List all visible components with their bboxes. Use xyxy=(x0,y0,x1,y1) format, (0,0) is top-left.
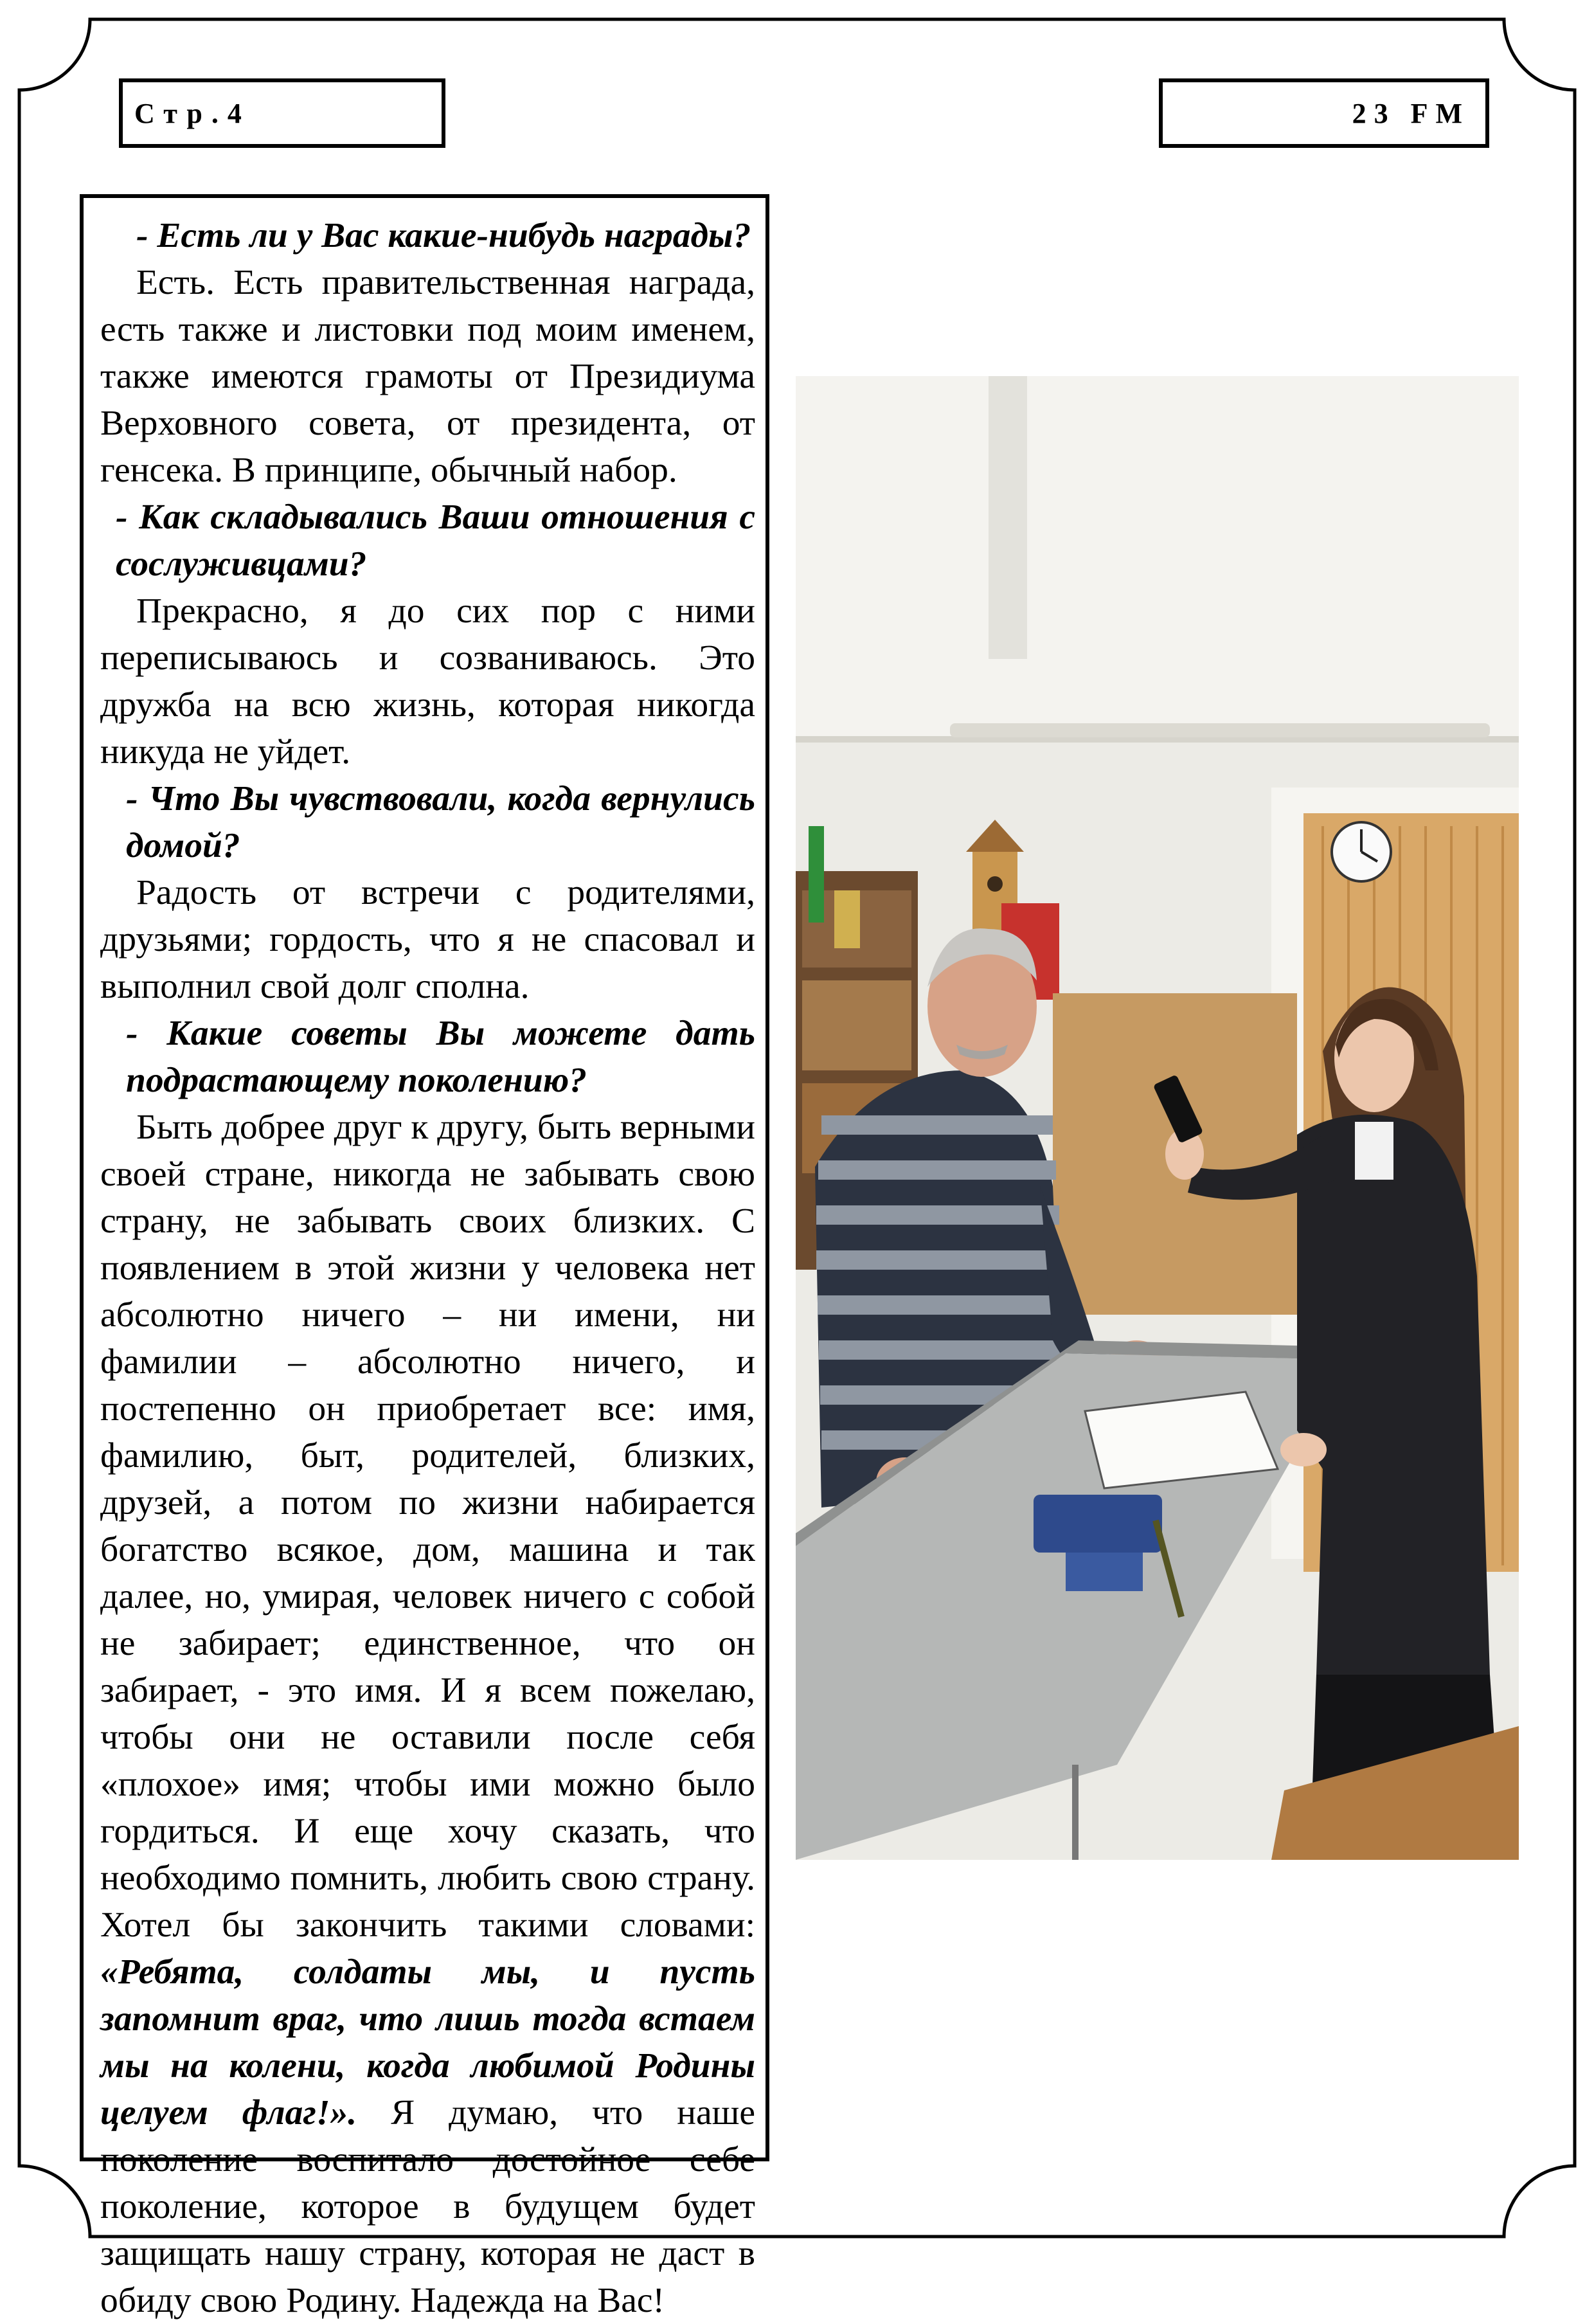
closing-quote: «Ребята, солдаты мы, и пусть запомнит враг, что лишь тогда встаем мы на колени, когда любимой Родины целуем флаг!». xyxy=(100,1952,755,2132)
issue-label: 23 FM xyxy=(1352,97,1470,129)
answer-4-end: Я думаю, что наше поколение воспитало достойное себе поколение, которое в будущем будет защищать нашу страну, которая не даст в обиду свою Родину. Надежда на Вас! xyxy=(100,2093,755,2320)
interview-photo xyxy=(796,376,1519,1860)
answer-2: Прекрасно, я до сих пор с ними переписываюсь и созваниваюсь. Это дружба на всю жизнь, которая никогда никуда не уйдет. xyxy=(100,591,755,771)
answer-4-start: Быть добрее друг к другу, быть верными своей стране, никогда не забывать свою страну, не забывать своих близких. С появлением в этой жизни у человека нет абсолютно ничего – ни имени, ни фамилии – абсолютно ничего, и постепенно он приобретает все: имя, фамилию, быт, родителей, близких, друзей, а потом по жизни набирается богатство всякое, дом, машина и так далее, но, умирая, человек ничего с собой не забирает; единственное, что он забирает, - это имя. И я всем пожелаю, чтобы они не оставили после себя «плохое» имя; чтобы ими можно было гордиться. И еще хочу сказать, что необходимо помнить, любить свою страну. Хотел бы закончить такими словами: xyxy=(100,1108,755,1945)
question-3: - Что Вы чувствовали, когда вернулись домой? xyxy=(126,779,755,865)
answer-1: Есть. Есть правительственная награда, есть также и листовки под моим именем, также имеются грамоты от Президиума Верховного совета, от президента, от генсека. В принципе, обычный набор. xyxy=(100,263,755,490)
issue-box xyxy=(1159,78,1489,148)
question-4: - Какие советы Вы можете дать подрастающему поколению? xyxy=(126,1014,755,1100)
answer-4 xyxy=(100,1104,755,2324)
page-number-box xyxy=(119,78,445,148)
article-column xyxy=(80,194,769,2320)
page-number: Стр.4 xyxy=(134,97,251,129)
answer-3: Радость от встречи с родителями, друзьями; гордость, что я не спасовал и выполнил свой долг сполна. xyxy=(100,873,755,1006)
question-2: - Как складывались Ваши отношения с сослуживцами? xyxy=(116,498,755,584)
question-1: - Есть ли у Вас какие-нибудь награды? xyxy=(136,216,751,255)
